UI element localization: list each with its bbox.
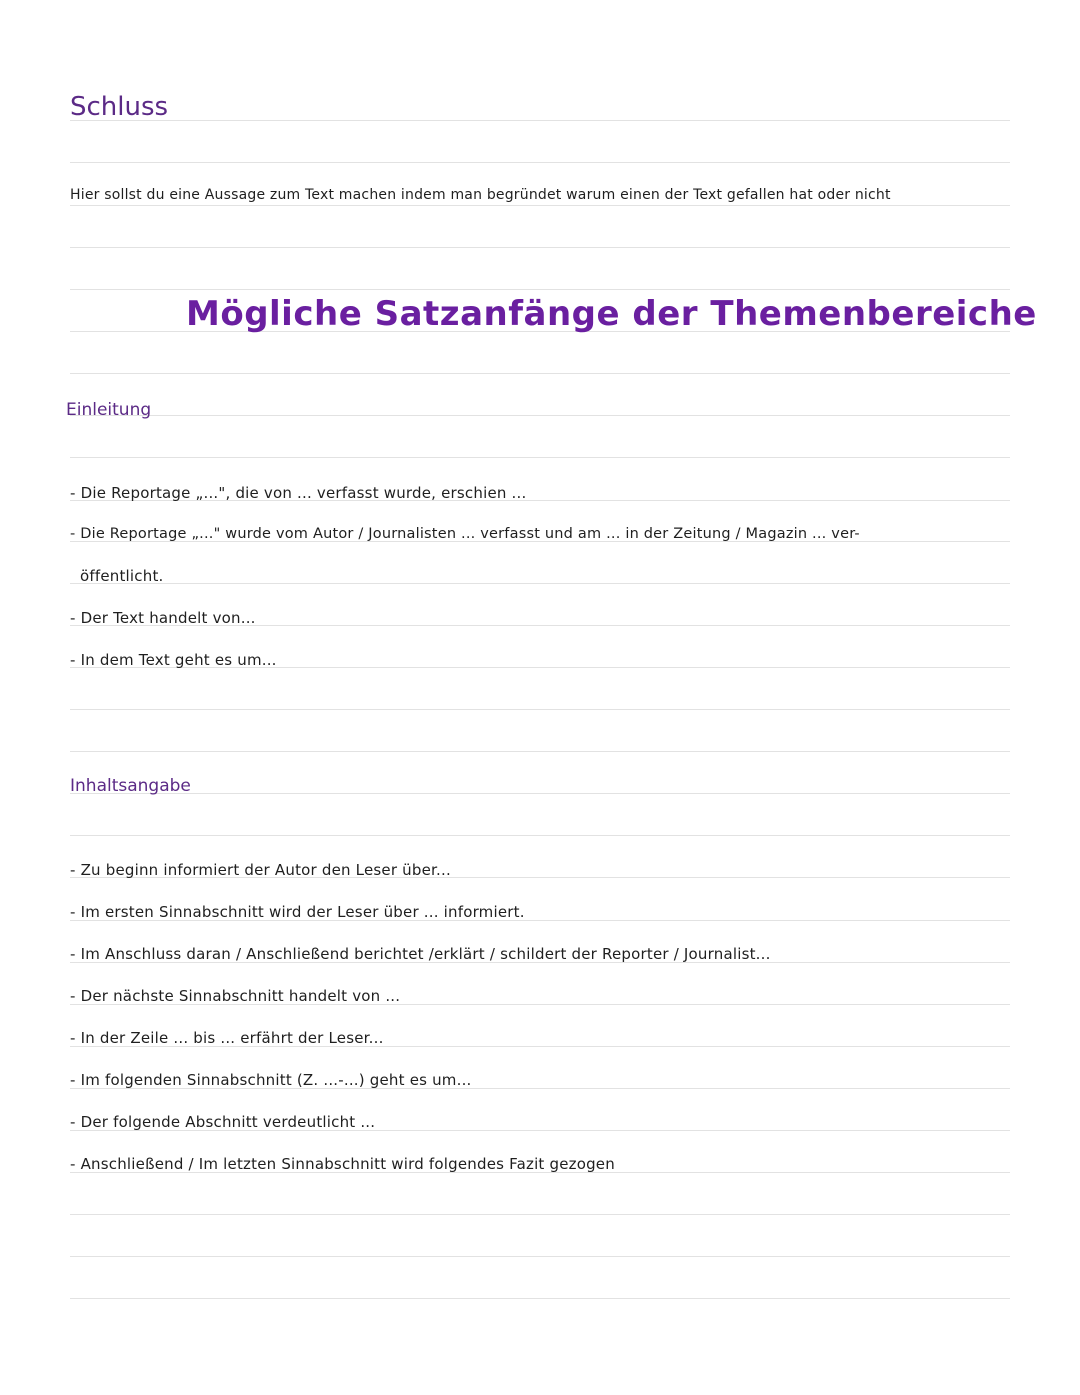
ruled-line — [70, 835, 1010, 836]
ruled-line — [70, 205, 1010, 206]
ruled-line — [70, 120, 1010, 121]
inhaltsangabe-line: - Anschließend / Im letzten Sinnabschnitt wird folgendes Fazit gezogen — [70, 1155, 615, 1173]
inhaltsangabe-line: - Im Anschluss daran / Anschließend berichtet /erklärt / schildert der Reporter / Journalist... — [70, 945, 771, 963]
einleitung-heading: Einleitung — [66, 400, 152, 420]
einleitung-line: - Der Text handelt von... — [70, 609, 256, 627]
inhaltsangabe-heading: Inhaltsangabe — [70, 776, 191, 796]
inhaltsangabe-line: - Im folgenden Sinnabschnitt (Z. ...-...) geht es um... — [70, 1071, 472, 1089]
ruled-line — [70, 583, 1010, 584]
ruled-line — [70, 415, 1010, 416]
ruled-line — [70, 457, 1010, 458]
inhaltsangabe-line: - Der nächste Sinnabschnitt handelt von ... — [70, 987, 401, 1005]
schluss-heading: Schluss — [70, 92, 169, 122]
ruled-line — [70, 289, 1010, 290]
ruled-line — [70, 1214, 1010, 1215]
einleitung-line: - Die Reportage „...", die von ... verfasst wurde, erschien ... — [70, 484, 527, 502]
ruled-line — [70, 247, 1010, 248]
ruled-line — [70, 793, 1010, 794]
inhaltsangabe-line: - In der Zeile ... bis ... erfährt der Leser... — [70, 1029, 384, 1047]
ruled-line — [70, 709, 1010, 710]
ruled-line — [70, 373, 1010, 374]
ruled-line — [70, 1256, 1010, 1257]
ruled-line — [70, 751, 1010, 752]
einleitung-line: - Die Reportage „..." wurde vom Autor / Journalisten ... verfasst und am ... in der Zeitung / Magazin ... ver- — [70, 526, 860, 542]
schluss-text: Hier sollst du eine Aussage zum Text machen indem man begründet warum einen der Text gefallen hat oder nicht — [70, 187, 891, 203]
einleitung-line: - In dem Text geht es um... — [70, 651, 277, 669]
inhaltsangabe-line: - Der folgende Abschnitt verdeutlicht ... — [70, 1113, 376, 1131]
inhaltsangabe-line: - Zu beginn informiert der Autor den Leser über... — [70, 861, 451, 879]
einleitung-line: öffentlicht. — [80, 567, 164, 585]
page-title: Mögliche Satzanfänge der Themenbereiche — [186, 294, 1037, 334]
ruled-line — [70, 1298, 1010, 1299]
inhaltsangabe-line: - Im ersten Sinnabschnitt wird der Leser über ... informiert. — [70, 903, 525, 921]
ruled-line — [70, 162, 1010, 163]
